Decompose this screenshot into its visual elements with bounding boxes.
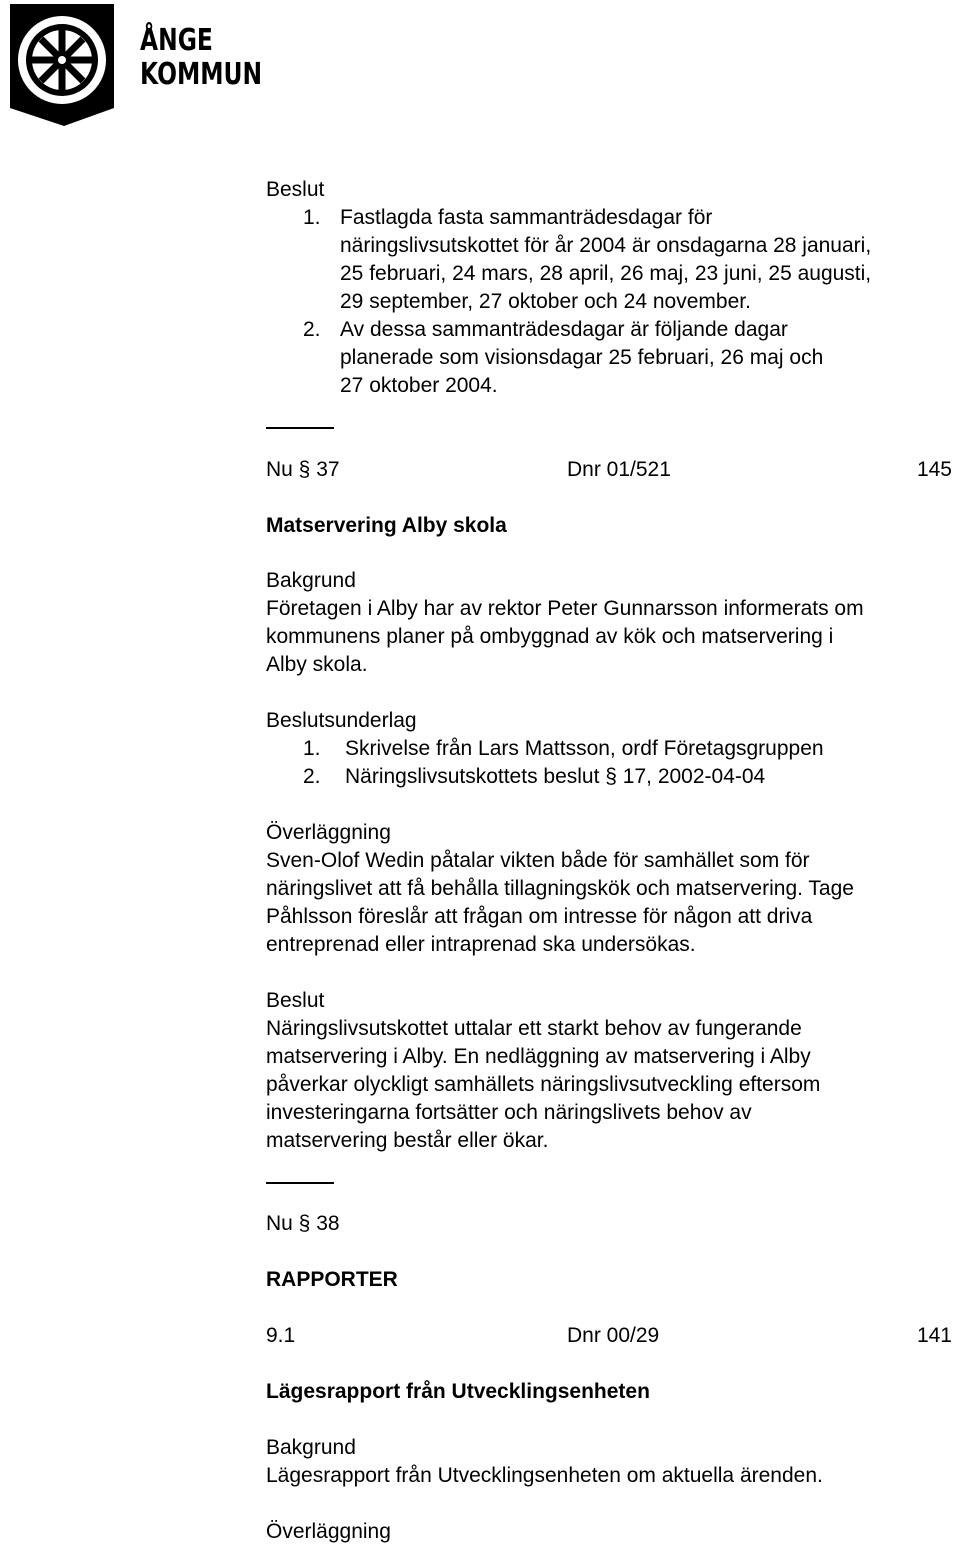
logo-wordmark xyxy=(140,24,262,92)
text-line: Påhlsson föreslår att frågan om intresse för någon att driva xyxy=(266,905,813,928)
overlaggning-heading: Överläggning xyxy=(266,1520,391,1543)
underlag-number: 1. xyxy=(303,737,321,760)
bakgrund-text: Lägesrapport från Utvecklingsenheten om aktuella ärenden. xyxy=(266,1464,823,1487)
beslut-item xyxy=(340,204,871,316)
bakgrund-text xyxy=(266,595,864,679)
beslut-heading: Beslut xyxy=(266,178,325,201)
text-line: Alby skola. xyxy=(266,653,368,676)
beslut-item-line: Fastlagda fasta sammanträdesdagar för xyxy=(340,206,713,229)
underlag-item: Skrivelse från Lars Mattsson, ordf Företagsgruppen xyxy=(345,737,824,760)
item-number: 9.1 xyxy=(266,1324,296,1347)
section-divider xyxy=(266,1182,334,1184)
beslut-item-line: näringslivsutskottet för år 2004 är onsdagarna 28 januari, xyxy=(340,234,872,257)
dnr-number: Dnr 00/29 xyxy=(567,1324,660,1347)
text-line: Näringslivsutskottet uttalar ett starkt behov av fungerande xyxy=(266,1017,802,1040)
underlag-number: 2. xyxy=(303,765,321,788)
text-line: näringslivet att få behålla tillagningskök och matservering. Tage xyxy=(266,877,854,900)
beslut-item xyxy=(340,316,823,400)
paragraph-number: Nu § 38 xyxy=(266,1212,340,1235)
beslut-item-line: Av dessa sammanträdesdagar är följande dagar xyxy=(340,318,788,341)
beslut-item-number: 1. xyxy=(303,206,321,229)
beslut-item-line: planerade som visionsdagar 25 februari, 26 maj och xyxy=(340,346,824,369)
municipality-logo xyxy=(0,0,263,130)
text-line: Företagen i Alby har av rektor Peter Gunnarsson informerats om xyxy=(266,597,864,620)
text-line: påverkar olyckligt samhällets näringslivsutveckling eftersom xyxy=(266,1073,821,1096)
text-line: kommunens planer på ombyggnad av kök och matservering i xyxy=(266,625,834,648)
beslut-text xyxy=(266,1015,820,1155)
text-line: Sven-Olof Wedin påtalar vikten både för samhället som för xyxy=(266,849,810,872)
bakgrund-heading: Bakgrund xyxy=(266,569,356,592)
wheel-emblem-icon xyxy=(0,0,130,130)
section-divider xyxy=(266,427,334,429)
page-reference: 141 xyxy=(916,1324,952,1347)
subsection-title: Lägesrapport från Utvecklingsenheten xyxy=(266,1380,650,1403)
bakgrund-heading: Bakgrund xyxy=(266,1436,356,1459)
logo-line-2: KOMMUN xyxy=(140,57,263,92)
beslut-item-number: 2. xyxy=(303,318,321,341)
overlaggning-text xyxy=(266,847,854,959)
text-line: matservering består eller ökar. xyxy=(266,1129,549,1152)
beslutsunderlag-heading: Beslutsunderlag xyxy=(266,709,417,732)
underlag-item: Näringslivsutskottets beslut § 17, 2002-04-04 xyxy=(345,765,766,788)
beslut-heading: Beslut xyxy=(266,989,325,1012)
text-line: entreprenad eller intraprenad ska undersökas. xyxy=(266,933,696,956)
section-title: Matservering Alby skola xyxy=(266,514,507,537)
overlaggning-heading: Överläggning xyxy=(266,821,391,844)
section-title: RAPPORTER xyxy=(266,1268,398,1291)
beslut-item-line: 25 februari, 24 mars, 28 april, 26 maj, 23 juni, 25 augusti, xyxy=(340,262,872,285)
text-line: investeringarna fortsätter och näringslivets behov av xyxy=(266,1101,752,1124)
beslut-item-line: 27 oktober 2004. xyxy=(340,374,498,397)
paragraph-number: Nu § 37 xyxy=(266,458,340,481)
dnr-number: Dnr 01/521 xyxy=(567,458,671,481)
beslut-item-line: 29 september, 27 oktober och 24 november. xyxy=(340,290,751,313)
logo-line-1: ÅNGE xyxy=(140,23,213,58)
page-reference: 145 xyxy=(916,458,952,481)
text-line: matservering i Alby. En nedläggning av matservering i Alby xyxy=(266,1045,811,1068)
